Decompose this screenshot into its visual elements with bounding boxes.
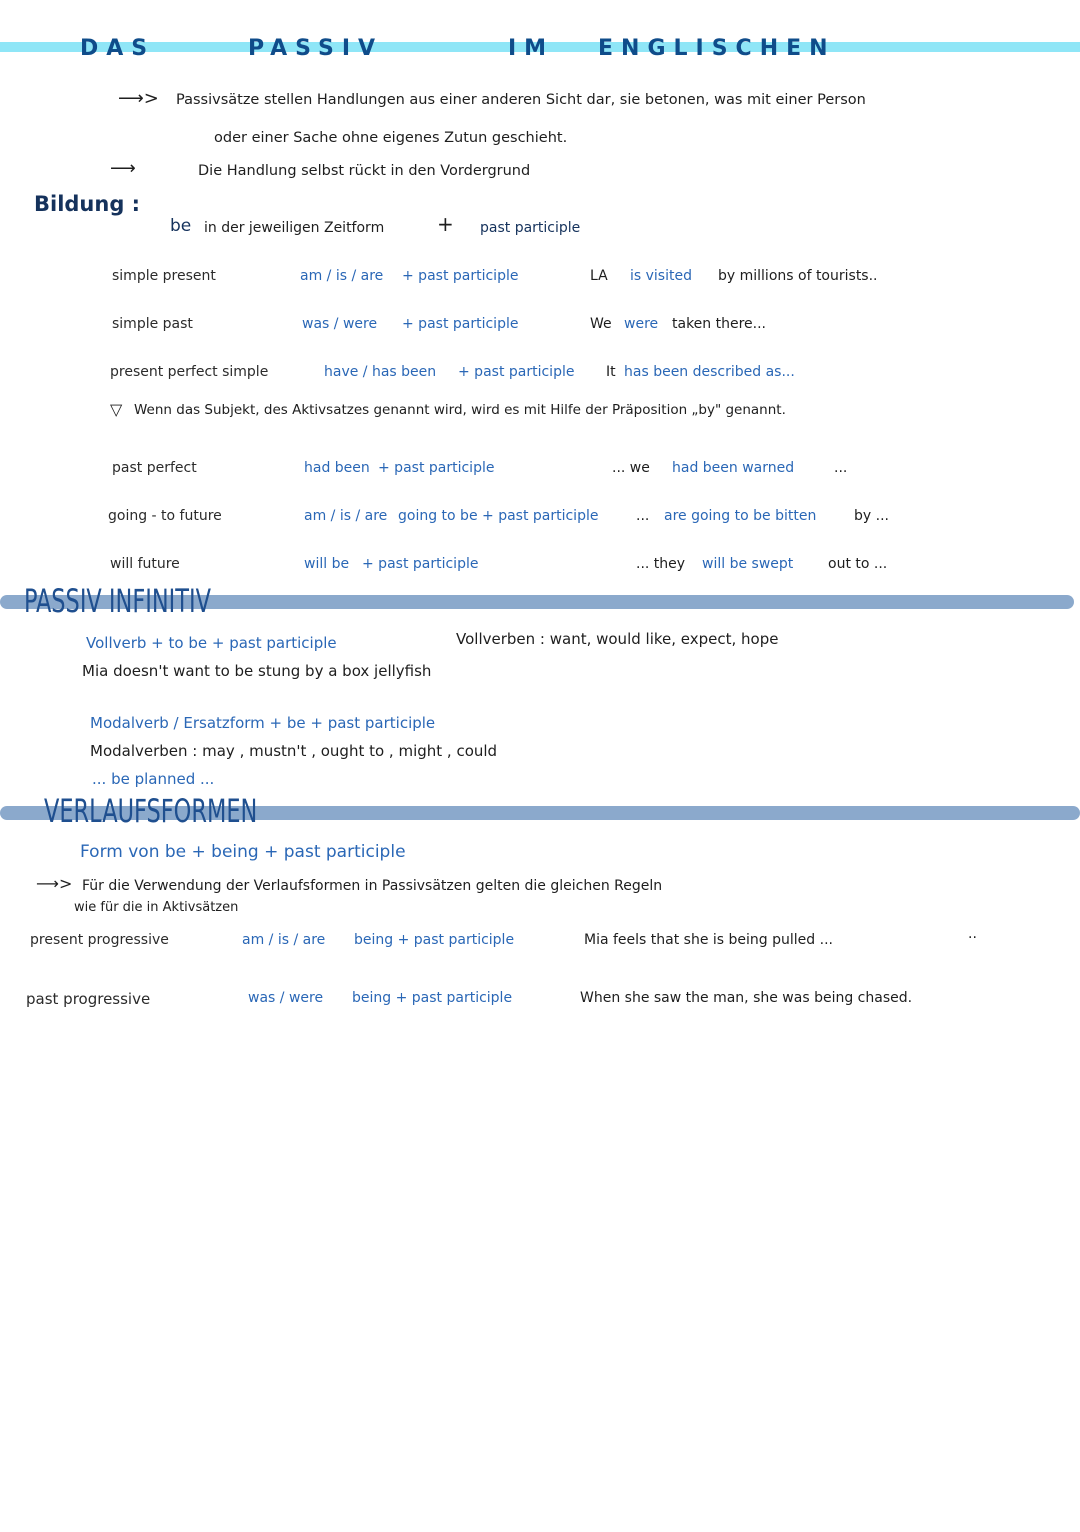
tense-plus: + past participle [402,316,519,332]
example-verb: are going to be bitten [664,508,817,524]
tense-label: will future [110,556,180,572]
intro-line-2: Die Handlung selbst rückt in den Vordergrund [198,163,531,179]
example-rest: ... [834,460,848,476]
example-subject: ... [636,508,650,524]
title-word-im: IM [508,36,555,61]
modalverben-list: Modalverben : may , mustn't , ought to , might , could [90,742,498,760]
example-verb: had been warned [672,460,795,476]
intro-line-1b: oder einer Sache ohne eigenes Zutun geschieht. [214,130,568,146]
vollverben-list: Vollverben : want, would like, expect, hope [456,630,779,648]
verlaufsform-note-2: wie für die in Aktivsätzen [74,900,239,915]
formula-zeitform: in der jeweiligen Zeitform [204,220,385,236]
section-heading-verlaufsformen: VERLAUFSFORMEN [44,792,258,830]
example-subject: ... they [636,556,686,572]
vollverb-formula: Vollverb + to be + past participle [86,634,337,652]
warning-icon: ▽ [110,400,123,419]
example-rest: by ... [854,508,889,524]
example-rest: by millions of tourists.. [718,268,878,284]
example-verb: were [624,316,659,332]
tense-form: am / is / are [242,932,326,948]
arrow-icon: ⟶> [36,874,73,893]
bildung-heading: Bildung : [34,192,141,216]
intro-line-1: Passivsätze stellen Handlungen aus einer anderen Sicht dar, sie betonen, was mit einer Person [176,92,866,108]
tense-form: had been [304,460,370,476]
example-verb: is visited [630,268,692,284]
vollverb-example: Mia doesn't want to be stung by a box jellyfish [82,662,432,680]
verlaufsform-note-1: Für die Verwendung der Verlaufsformen in Passivsätzen gelten die gleichen Regeln [82,878,663,894]
modalverb-formula: Modalverb / Ersatzform + be + past participle [90,714,436,732]
arrow-icon: ⟶ [110,158,136,179]
example-rest: out to ... [828,556,888,572]
arrow-icon: ⟶> [118,88,159,109]
example-subject: ... we [612,460,650,476]
formula-be: be [170,216,192,236]
example-verb: will be swept [702,556,794,572]
tense-label: going - to future [108,508,222,524]
tense-form: have / has been [324,364,437,380]
tense-form: will be [304,556,350,572]
tense-plus: being + past participle [354,932,515,948]
trailing-dots: .. [968,926,977,942]
tense-label: simple past [112,316,193,332]
section-heading-passiv-infinitiv: PASSIV INFINITIV [24,582,211,620]
formula-plus: + [437,212,454,236]
tense-form: was / were [302,316,378,332]
tense-form: was / were [248,990,324,1006]
tense-form: am / is / are [300,268,384,284]
tense-plus: + past participle [402,268,519,284]
progressive-example: Mia feels that she is being pulled ... [584,932,833,948]
tense-label: past perfect [112,460,197,476]
tense-label: present progressive [30,932,169,948]
example-subject: We [590,316,612,332]
example-subject: LA [590,268,608,284]
verlaufsform-formula: Form von be + being + past participle [80,842,406,862]
tense-plus: going to be + past participle [398,508,599,524]
modalverb-example: ... be planned ... [92,770,215,788]
tense-plus: + past participle [378,460,495,476]
tense-form: am / is / are [304,508,388,524]
progressive-example: When she saw the man, she was being chased. [580,990,913,1006]
tense-plus: + past participle [362,556,479,572]
example-subject: It [606,364,616,380]
title-word-passiv: PASSIV [248,36,384,61]
title-word-englischen: ENGLISCHEN [598,36,836,61]
tense-plus: + past participle [458,364,575,380]
tense-label: past progressive [26,990,151,1008]
tense-label: simple present [112,268,216,284]
example-rest: taken there... [672,316,767,332]
tense-label: present perfect simple [110,364,269,380]
formula-past-participle: past participle [480,220,581,236]
tense-plus: being + past participle [352,990,513,1006]
example-verb: has been described as... [624,364,795,380]
warning-text: Wenn das Subjekt, des Aktivsatzes genannt wird, wird es mit Hilfe der Präposition „by" genannt. [134,402,786,418]
title-word-das: DAS [80,36,156,61]
